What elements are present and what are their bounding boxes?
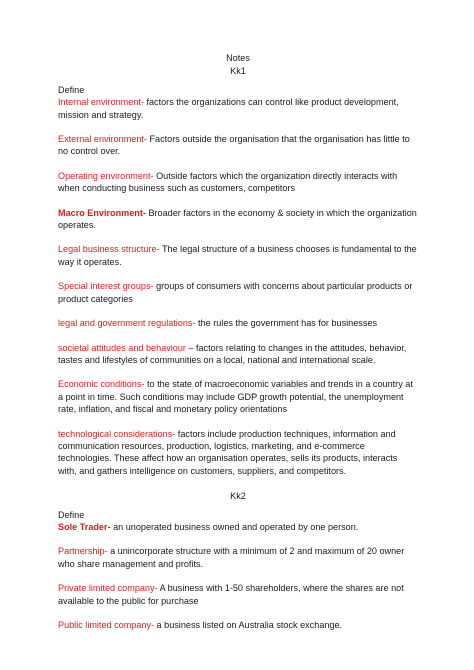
entry-partnership <box>58 545 418 570</box>
document-body <box>58 52 418 631</box>
term: Sole Trader- <box>58 521 111 532</box>
entry-operating-environment <box>58 170 418 195</box>
section1-heading: Kk1 <box>230 66 246 77</box>
term: societal attitudes and behaviour <box>58 342 186 353</box>
entry-economic-conditions <box>58 378 418 415</box>
entry-internal-environment <box>58 96 418 121</box>
section1-define-label: Define <box>58 84 85 95</box>
entry-legal-business-structure <box>58 243 418 268</box>
term: Operating environment- <box>58 170 154 181</box>
definition: The legal structure of a business chooses is fundamental to the way it operates. <box>58 244 417 267</box>
definition: Broader factors in the economy & society in which the organization operates. <box>58 207 417 231</box>
section2-define-label: Define <box>58 509 85 520</box>
definition: the rules the government has for businesses <box>195 318 377 329</box>
entry-societal-attitudes <box>58 342 418 367</box>
term: Private limited company- <box>58 583 158 594</box>
definition: A business with 1-50 shareholders, where the shares are not available to the public for purchase <box>58 583 404 606</box>
entry-special-interest-groups <box>58 280 418 305</box>
term: Public limited company- <box>58 620 155 630</box>
entry-external-environment <box>58 133 418 158</box>
definition: factors the organizations can control like product development, mission and strategy. <box>58 97 399 120</box>
definition: Factors outside the organisation that the organisation has little to no control over. <box>58 134 410 157</box>
term: Macro Environment- <box>58 207 146 218</box>
term: Economic conditions- <box>58 379 145 390</box>
entry-technological-considerations <box>58 428 418 478</box>
entry-macro-environment <box>58 207 418 232</box>
term: Special interest groups- <box>58 281 154 292</box>
entry-sole-trader <box>58 521 418 533</box>
definition: Outside factors which the organization directly interacts with when conducting business such as customers, competitors <box>58 170 398 194</box>
term: technological considerations- <box>58 428 176 439</box>
entry-public-limited-company <box>58 619 418 631</box>
term: Legal business structure- <box>58 244 160 255</box>
doc-title: Notes <box>226 53 250 63</box>
section2-heading: Kk2 <box>230 491 246 502</box>
entry-private-limited-company <box>58 582 418 607</box>
term: legal and government regulations- <box>58 318 196 329</box>
definition: a business listed on Australia stock exchange. <box>154 620 343 630</box>
definition: – factors relating to changes in the attitudes, behavior, tastes and lifestyles of communities on a local, national and international scale. <box>58 342 407 365</box>
definition: a unincorporate structure with a minimum of 2 and maximum of 20 owner who share management and profits. <box>58 546 405 569</box>
term: External environment- <box>58 134 147 145</box>
definition: to the state of macroeconomic variables and trends in a country at a point in time. Such conditions may include GDP growth potential, the unemployment rate, inflation, and fiscal and monetary policy orientations <box>58 379 413 415</box>
entry-legal-government-regulations <box>58 317 418 329</box>
term: Partnership- <box>58 546 108 557</box>
definition: factors include production techniques, information and communication resources, production, logistics, marketing, and e-commerce technologies. These affect how an organisation operates, sells its products, interacts with, and gathers intelligence on customers, suppliers, and competitors. <box>58 428 398 476</box>
definition: groups of consumers with concerns about particular products or product categories <box>58 281 413 304</box>
definition: an unoperated business owned and operated by one person. <box>110 521 359 532</box>
term: Internal environment- <box>58 97 144 108</box>
